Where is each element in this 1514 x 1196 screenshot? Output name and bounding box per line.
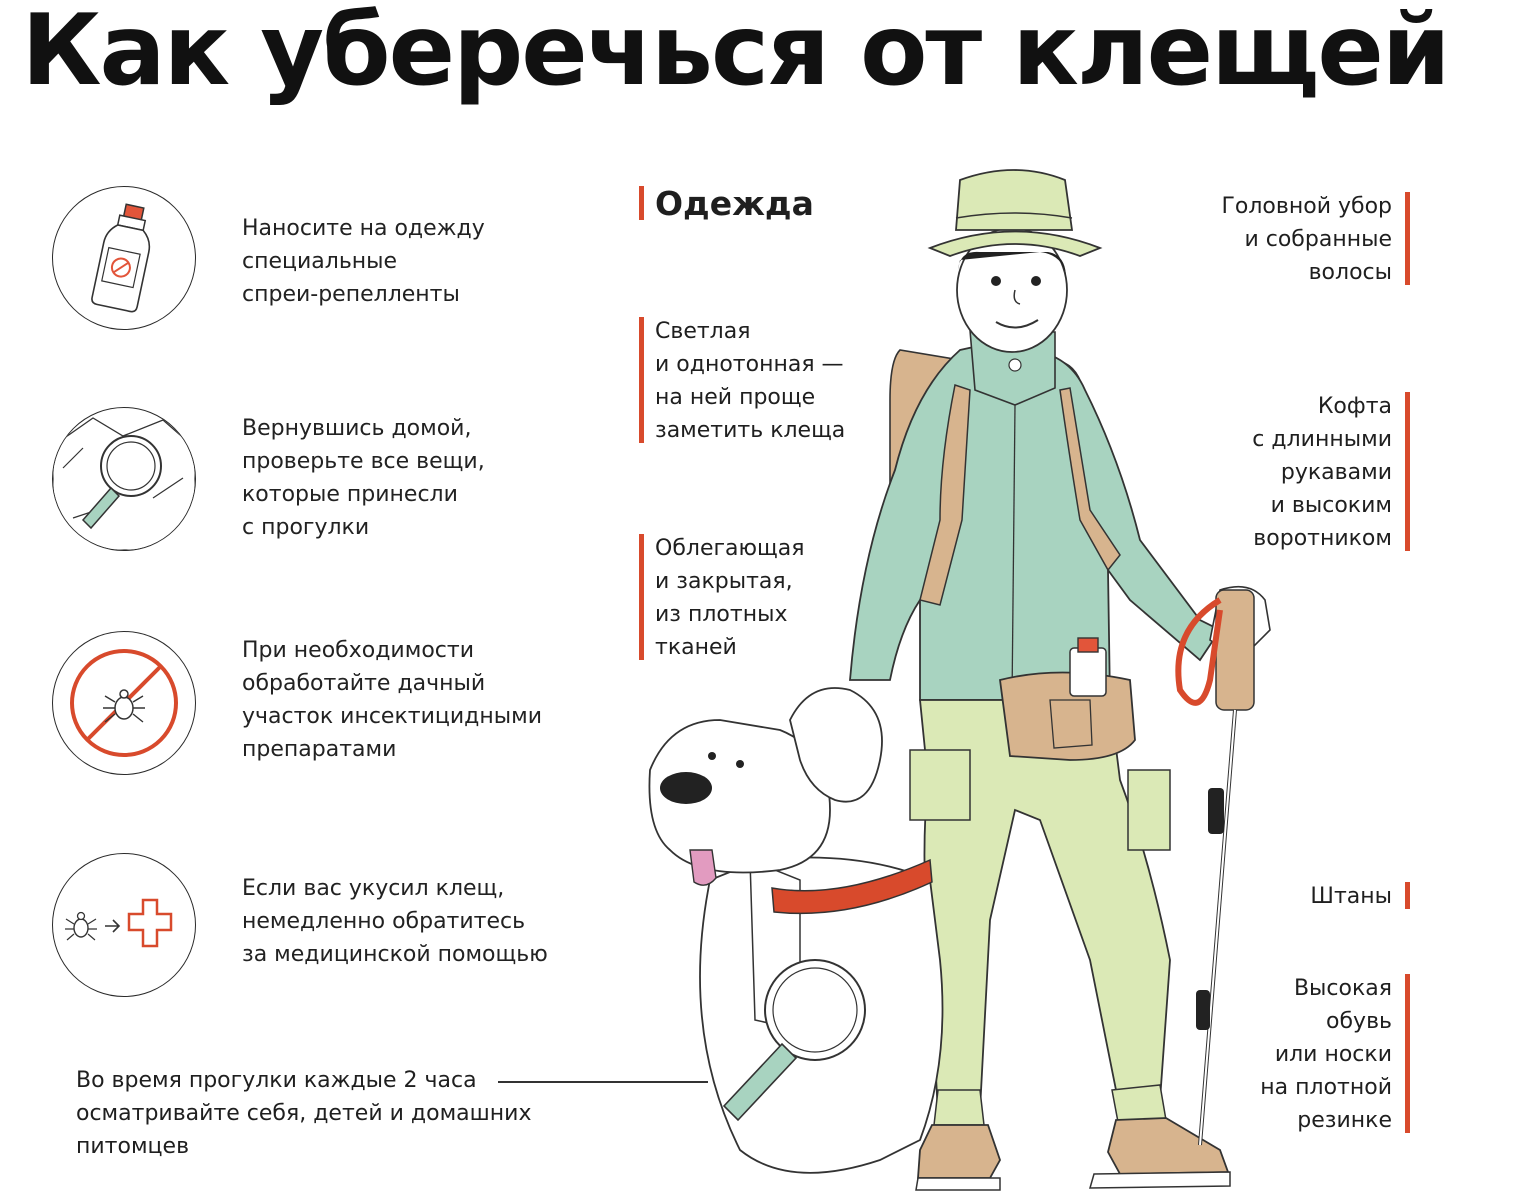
note-line-text: рукавами xyxy=(1280,460,1392,485)
note-line-text: воротником xyxy=(1253,526,1392,551)
tip-line: Вернувшись домой, xyxy=(242,416,472,441)
note-line-text: волосы xyxy=(1308,260,1392,285)
note-line-text: обувь xyxy=(1326,1009,1392,1034)
tip-check-things xyxy=(242,412,485,544)
note-line-text: и собранные xyxy=(1244,227,1392,252)
tip-line: Если вас укусил клещ, xyxy=(242,876,505,901)
tip-line: обработайте дачный xyxy=(242,671,486,696)
note-line-text: и однотонная — xyxy=(655,352,844,377)
note-line-text: резинке xyxy=(1297,1108,1392,1133)
tip-line: Наносите на одежду xyxy=(242,216,485,241)
note-line-text: тканей xyxy=(655,635,737,660)
note-line-text: на ней проще xyxy=(655,385,816,410)
note-line-text: и высоким xyxy=(1270,493,1392,518)
tip-repellent xyxy=(242,212,485,311)
note-line-text: Высокая xyxy=(1293,976,1392,1001)
note-headwear xyxy=(1221,190,1410,289)
tip-line: спреи-репелленты xyxy=(242,282,460,307)
page-title: Как уберечься от клещей xyxy=(21,0,1449,108)
note-line-text: Головной убор xyxy=(1221,194,1392,219)
tick-to-medical-cross-icon xyxy=(52,853,196,997)
bottom-note xyxy=(76,1064,531,1163)
note-line-text: питомцев xyxy=(76,1134,190,1159)
tip-line: немедленно обратитесь xyxy=(242,909,526,934)
tip-line: проверьте все вещи, xyxy=(242,449,485,474)
note-line-text: и закрытая, xyxy=(655,569,793,594)
note-line-text: Кофта xyxy=(1317,394,1392,419)
tip-line: участок инсектицидными xyxy=(242,704,542,729)
tip-line: При необходимости xyxy=(242,638,474,663)
note-line-text: Светлая xyxy=(655,319,751,344)
tip-line: специальные xyxy=(242,249,398,274)
no-tick-icon xyxy=(52,631,196,775)
note-line-text: заметить клеща xyxy=(655,418,846,443)
note-jacket xyxy=(1252,390,1410,555)
note-footwear xyxy=(1260,972,1410,1137)
tip-line: с прогулки xyxy=(242,515,370,540)
note-line-text: из плотных xyxy=(655,602,788,627)
note-line-text: Во время прогулки каждые 2 часа xyxy=(76,1068,477,1093)
tip-line: за медицинской помощью xyxy=(242,942,548,967)
repellent-spray-icon xyxy=(52,186,196,330)
tip-insecticide xyxy=(242,634,542,766)
tip-medical-help xyxy=(242,872,548,971)
note-pants xyxy=(1310,880,1410,913)
note-line-text: или носки xyxy=(1274,1042,1392,1067)
tip-line: препаратами xyxy=(242,737,397,762)
tip-line: которые принесли xyxy=(242,482,458,507)
note-line-text: на плотной xyxy=(1260,1075,1392,1100)
note-light-color xyxy=(639,315,845,447)
clothing-heading: Одежда xyxy=(639,184,814,224)
note-line-text: осматривайте себя, детей и домашних xyxy=(76,1101,532,1126)
note-line-text: Облегающая xyxy=(655,536,805,561)
note-tight-closed xyxy=(639,532,804,664)
note-line-text: Штаны xyxy=(1310,884,1392,909)
magnifier-clothes-icon xyxy=(52,407,196,551)
note-line-text: с длинными xyxy=(1252,427,1392,452)
